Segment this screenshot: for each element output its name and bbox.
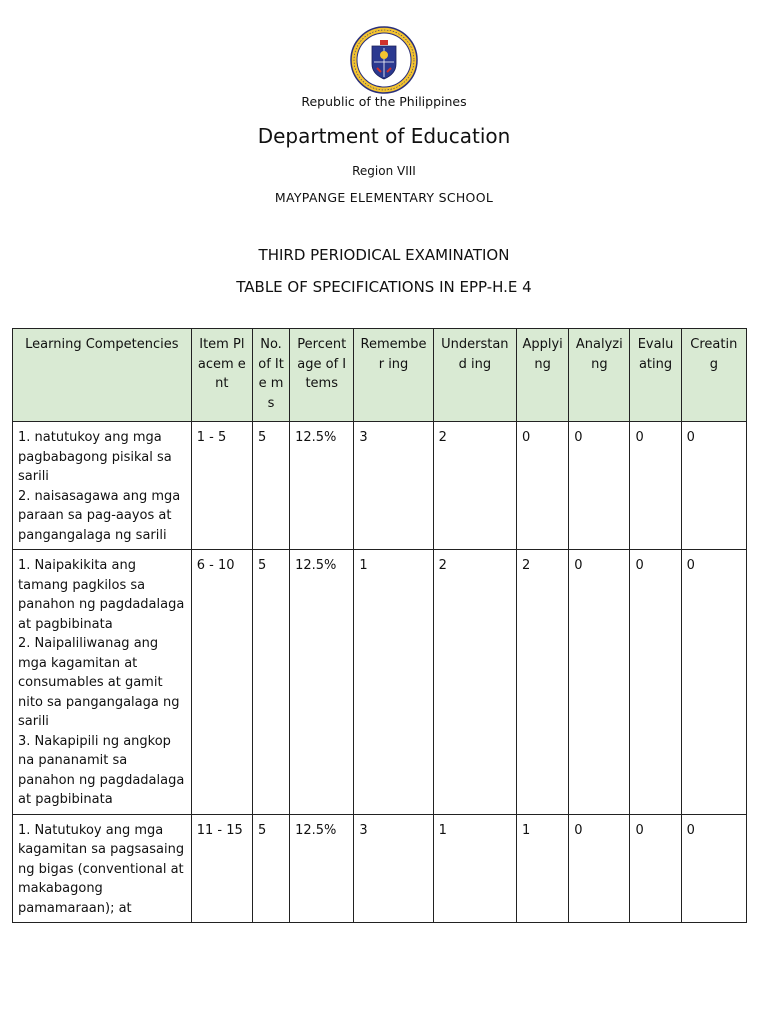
tos-title: TABLE OF SPECIFICATIONS IN EPP-H.E 4 xyxy=(236,278,532,296)
header-item-placement: Item Placem ent xyxy=(191,329,252,422)
percent-cell: 12.5% xyxy=(290,550,354,815)
evaluating-cell: 0 xyxy=(630,814,681,923)
header-remembering: Remember ing xyxy=(354,329,433,422)
header-understanding: Understand ing xyxy=(433,329,516,422)
items-cell: 5 xyxy=(252,422,289,550)
creating-cell: 0 xyxy=(681,422,746,550)
applying-cell: 1 xyxy=(517,814,569,923)
items-cell: 5 xyxy=(252,814,289,923)
remembering-cell: 3 xyxy=(354,422,433,550)
understanding-cell: 2 xyxy=(433,550,516,815)
applying-cell: 0 xyxy=(517,422,569,550)
understanding-cell: 2 xyxy=(433,422,516,550)
analyzing-cell: 0 xyxy=(569,550,630,815)
header-applying: Applyi ng xyxy=(517,329,569,422)
header-learning-competencies: Learning Competencies xyxy=(13,329,192,422)
placement-cell: 11 - 15 xyxy=(191,814,252,923)
department-title: Department of Education xyxy=(257,124,511,148)
republic-label: Republic of the Philippines xyxy=(301,94,467,109)
school-name: MAYPANGE ELEMENTARY SCHOOL xyxy=(274,190,494,205)
header-evaluating: Evalu ating xyxy=(630,329,681,422)
table-header-row xyxy=(13,329,747,422)
table-row xyxy=(13,814,747,923)
header-analyzing: Analyzi ng xyxy=(569,329,630,422)
understanding-cell: 1 xyxy=(433,814,516,923)
items-cell: 5 xyxy=(252,550,289,815)
analyzing-cell: 0 xyxy=(569,814,630,923)
creating-cell: 0 xyxy=(681,814,746,923)
deped-seal xyxy=(350,26,418,94)
remembering-cell: 1 xyxy=(354,550,433,815)
competency-cell: 1. Naipakikita ang tamang pagkilos sa panahon ng pagdadalaga at pagbibinata 2. Naipaliliwanag ang mga kagamitan at consumables at gamit nito sa pangangalaga ng sarili 3. Nakapipili ng angkop na pananamit sa panahon ng pagdadalaga at pagbibinata xyxy=(13,550,192,815)
analyzing-cell: 0 xyxy=(569,422,630,550)
region-label: Region VIII xyxy=(352,164,416,178)
placement-cell: 6 - 10 xyxy=(191,550,252,815)
percent-cell: 12.5% xyxy=(290,422,354,550)
competency-cell: 1. natutukoy ang mga pagbabagong pisikal sa sarili 2. naisasagawa ang mga paraan sa pag-aayos at pangangalaga ng sarili xyxy=(13,422,192,550)
table-row xyxy=(13,422,747,550)
header-percentage: Percent age of Items xyxy=(290,329,354,422)
evaluating-cell: 0 xyxy=(630,422,681,550)
specification-table xyxy=(12,328,747,923)
remembering-cell: 3 xyxy=(354,814,433,923)
applying-cell: 2 xyxy=(517,550,569,815)
creating-cell: 0 xyxy=(681,550,746,815)
percent-cell: 12.5% xyxy=(290,814,354,923)
exam-title: THIRD PERIODICAL EXAMINATION xyxy=(258,246,510,264)
evaluating-cell: 0 xyxy=(630,550,681,815)
competency-cell: 1. Natutukoy ang mga kagamitan sa pagsasaing ng bigas (conventional at makabagong pamamaraan); at xyxy=(13,814,192,923)
table-row xyxy=(13,550,747,815)
header-no-of-items: No. of Ite ms xyxy=(252,329,289,422)
placement-cell: 1 - 5 xyxy=(191,422,252,550)
header-creating: Creating xyxy=(681,329,746,422)
